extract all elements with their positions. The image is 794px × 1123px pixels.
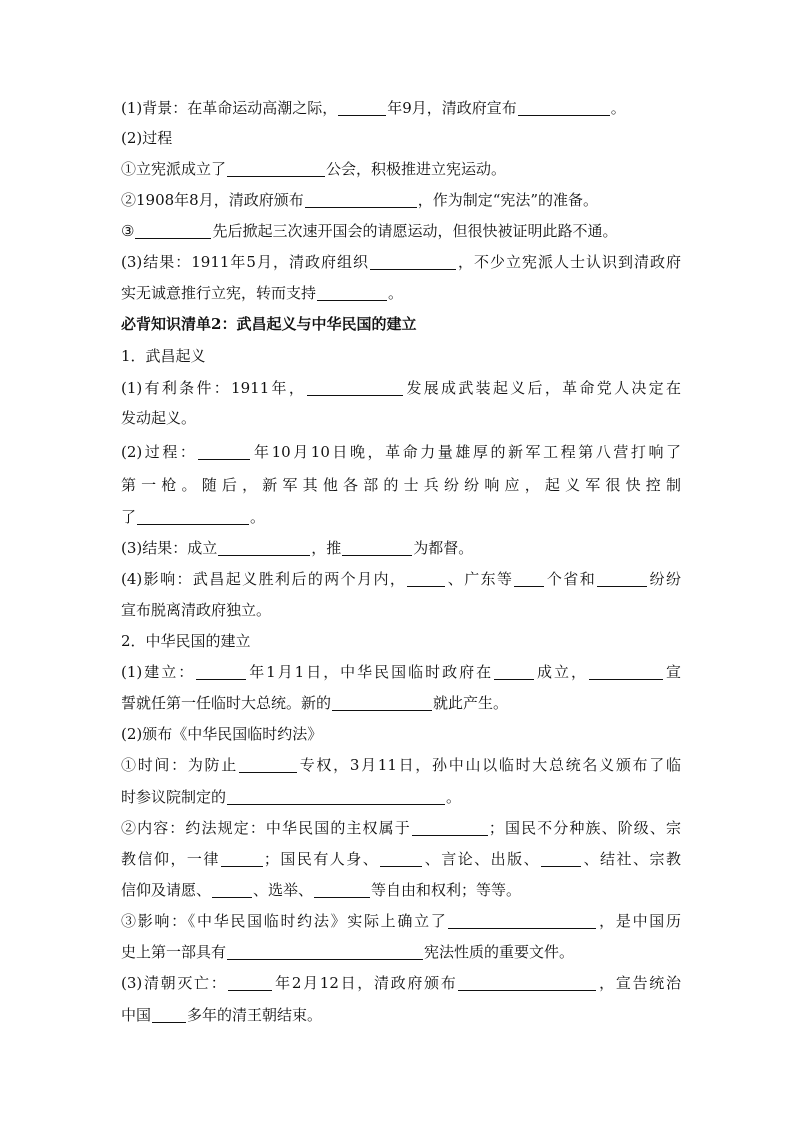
line-qing-fall-1: (3)清朝灭亡： 年2月12日，清政府颁布 ，宣告统治 [121, 974, 681, 992]
line-process-1: ①立宪派成立了 公会，积极推进立宪运动。 [121, 160, 507, 178]
blank[interactable] [314, 882, 370, 898]
subheading-roc: 2．中华民国的建立 [121, 632, 251, 650]
line-content-3: 信仰及请愿、 、选举、 等自由和权利；等等。 [121, 881, 522, 899]
line-wc-result: (3)结果：成立 ，推 为都督。 [121, 539, 474, 557]
line-wc-process-3: 了 。 [121, 508, 266, 526]
line-result-1: (3)结果：1911年5月，清政府组织 ，不少立宪派人士认识到清政府 [121, 253, 681, 271]
line-qing-fall-2: 中国 多年的清王朝结束。 [121, 1006, 323, 1024]
blank[interactable] [227, 161, 325, 177]
blank[interactable] [227, 944, 423, 960]
line-process-2: ②1908年8月，清政府颁布 ，作为制定“宪法”的准备。 [121, 191, 599, 209]
line-wc-process-2: 第一枪。随后，新军其他各部的士兵纷纷响应，起义军很快控制 [121, 476, 681, 494]
blank[interactable] [514, 571, 544, 587]
blank[interactable] [198, 444, 250, 460]
blank[interactable] [518, 100, 610, 116]
line-conditions-1: (1)有利条件：1911年， 发展成武装起义后，革命党人决定在 [121, 379, 681, 397]
blank[interactable] [218, 540, 310, 556]
line-wc-process-1: (2)过程： 年10月10日晚，革命力量雄厚的新军工程第八营打响了 [121, 443, 681, 461]
blank[interactable] [412, 820, 488, 836]
blank[interactable] [196, 664, 246, 680]
line-constitution-heading: (2)颁布《中华民国临时约法》 [121, 725, 323, 743]
line-wc-impact-1: (4)影响：武昌起义胜利后的两个月内， 、广东等 个省和 纷纷 [121, 570, 681, 588]
blank[interactable] [227, 789, 445, 805]
blank[interactable] [228, 975, 272, 991]
line-effect-2: 史上第一部具有 宪法性质的重要文件。 [121, 943, 575, 961]
line-content-1: ②内容：约法规定：中华民国的主权属于 ；国民不分种族、阶级、宗 [121, 819, 681, 837]
blank[interactable] [305, 192, 417, 208]
section-heading-2: 必背知识清单2：武昌起义与中华民国的建立 [121, 315, 417, 333]
blank[interactable] [448, 913, 596, 929]
line-content-2: 教信仰，一律 ；国民有人身、 、言论、出版、 、结社、宗教 [121, 850, 681, 868]
blank[interactable] [137, 509, 249, 525]
blank[interactable] [338, 100, 386, 116]
blank[interactable] [332, 695, 432, 711]
line-conditions-2: 发动起义。 [121, 409, 197, 427]
heading-process: (2)过程 [121, 129, 173, 147]
blank[interactable] [239, 757, 297, 773]
blank[interactable] [458, 975, 596, 991]
line-time-1: ①时间：为防止 专权，3月11日，孙中山以临时大总统名义颁布了临 [121, 756, 681, 774]
blank[interactable] [541, 851, 581, 867]
line-time-2: 时参议院制定的 。 [121, 788, 462, 806]
blank[interactable] [212, 882, 252, 898]
blank[interactable] [152, 1007, 186, 1023]
blank[interactable] [597, 571, 647, 587]
line-effect-1: ③影响：《中华民国临时约法》实际上确立了 ，是中国历 [121, 912, 681, 930]
blank[interactable] [494, 664, 534, 680]
blank[interactable] [135, 223, 211, 239]
blank[interactable] [307, 380, 403, 396]
blank[interactable] [342, 540, 412, 556]
subheading-wuchang: 1．武昌起义 [121, 347, 206, 365]
line-wc-impact-2: 宣布脱离清政府独立。 [121, 601, 272, 619]
blank[interactable] [221, 851, 263, 867]
blank[interactable] [407, 571, 445, 587]
blank[interactable] [380, 851, 422, 867]
line-result-2: 实无诚意推行立宪，转而支持 。 [121, 284, 404, 302]
line-founding-2: 誓就任第一任临时大总统。新的 就此产生。 [121, 694, 509, 712]
line-process-3: ③ 先后掀起三次速开国会的请愿运动，但很快被证明此路不通。 [121, 222, 618, 240]
blank[interactable] [589, 664, 663, 680]
line-background-1: (1)背景：在革命运动高潮之际， 年9月，清政府宣布 。 [121, 99, 626, 117]
blank[interactable] [370, 254, 456, 270]
blank[interactable] [317, 285, 387, 301]
line-founding-1: (1)建立： 年1月1日，中华民国临时政府在 成立， 宣 [121, 663, 682, 681]
